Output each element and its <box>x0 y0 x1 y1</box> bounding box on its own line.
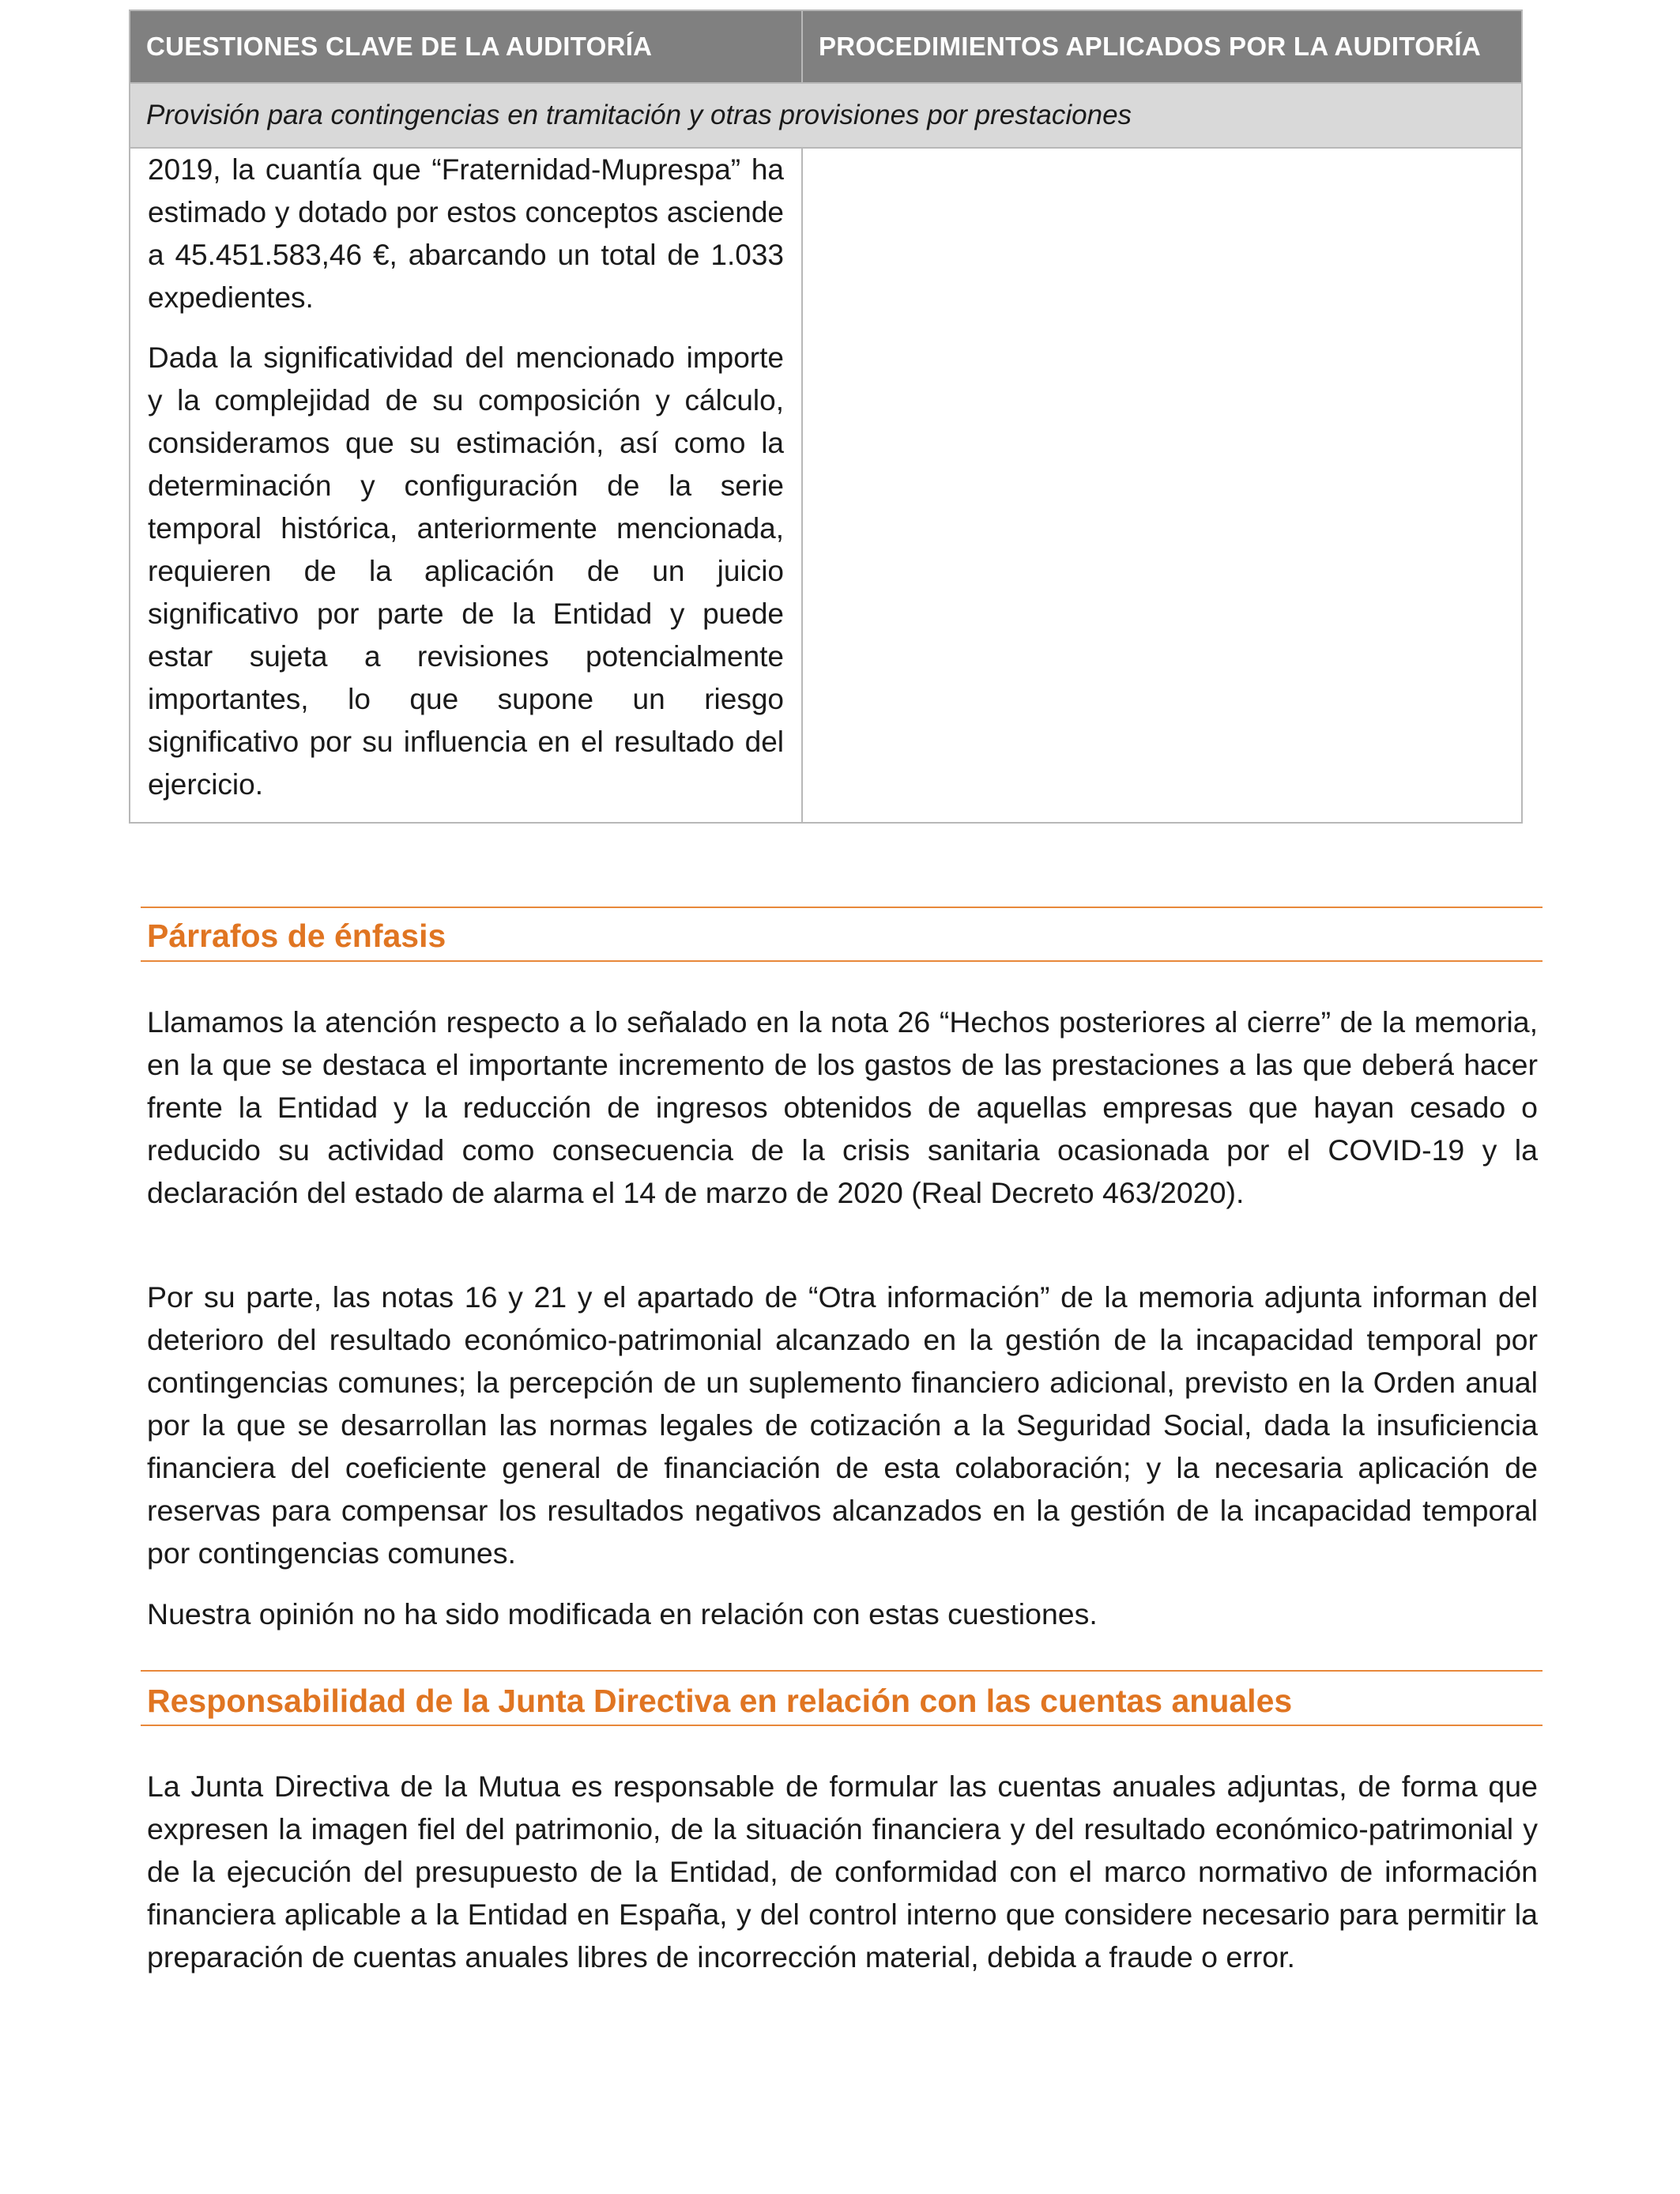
emphasis-rule-top <box>141 907 1543 908</box>
header-key-matters: CUESTIONES CLAVE DE LA AUDITORÍA <box>130 10 802 83</box>
responsibility-paragraph: La Junta Directiva de la Mutua es responsable de formular las cuentas anuales adjuntas, de forma que expresen la imagen fiel del patrimonio, de la situación financiera y del resultado económico-patrimonial y de la ejecución del presupuesto de la Entidad, de conformidad con el marco normativo de información financiera aplicable a la Entidad en España, y del control interno que considere necesario para permitir la preparación de cuentas anuales libres de incorrección material, debida a fraude o error. <box>147 1770 1538 1973</box>
responsibility-title: Responsabilidad de la Junta Directiva en relación con las cuentas anuales <box>147 1683 1293 1719</box>
header-procedures: PROCEDIMIENTOS APLICADOS POR LA AUDITORÍA <box>802 10 1522 83</box>
emphasis-paragraph: Llamamos la atención respecto a lo señalado en la nota 26 “Hechos posteriores al cierre” de la memoria, en la que se destaca el importante incremento de los gastos de las prestaciones a las que deberá hacer frente la Entidad y la reducción de ingresos obtenidos de aquellas empresas que hayan cesado o reducido su actividad como consecuencia de la crisis sanitaria ocasionada por el COVID-19 y la declaración del estado de alarma el 14 de marzo de 2020 (Real Decreto 463/2020). <box>147 1005 1538 1209</box>
responsibility-rule-bottom <box>141 1725 1543 1726</box>
table-subheader: Provisión para contingencias en tramitación y otras provisiones por prestaciones <box>130 83 1522 148</box>
table-subheader-row <box>130 83 1522 148</box>
emphasis-paragraph: Por su parte, las notas 16 y 21 y el apartado de “Otra información” de la memoria adjunta informan del deterioro del resultado económico-patrimonial alcanzado en la gestión de la incapacidad temporal por contingencias comunes; la percepción de un suplemento financiero adicional, previsto en la Orden anual por la que se desarrollan las normas legales de cotización a la Seguridad Social, dada la insuficiencia financiera del coeficiente general de financiación de esta colaboración; y la necesaria aplicación de reservas para compensar los resultados negativos alcanzados en la gestión de la incapacidad temporal por contingencias comunes. <box>147 1280 1538 1570</box>
key-matter-paragraph: Dada la significatividad del mencionado importe y la complejidad de su composición y cálculo, consideramos que su estimación, así como la determinación y configuración de la serie temporal histórica, anteriormente mencionada, requieren de la aplicación de un juicio significativo por parte de la Entidad y puede estar sujeta a revisiones potencialmente importantes, lo que supone un riesgo significativo por su influencia en el resultado del ejercicio. <box>148 341 784 801</box>
emphasis-paragraph: Nuestra opinión no ha sido modificada en relación con estas cuestiones. <box>147 1597 1098 1630</box>
table-body-row <box>130 148 1522 823</box>
key-matter-paragraph: 2019, la cuantía que “Fraternidad-Muprespa” ha estimado y dotado por estos conceptos asciende a 45.451.583,46 €, abarcando un total de 1.033 expedientes. <box>148 153 784 314</box>
audit-matters-table <box>129 9 1523 824</box>
emphasis-title: Párrafos de énfasis <box>147 918 446 954</box>
table-header-row <box>130 10 1522 83</box>
procedures-cell <box>802 148 1522 823</box>
responsibility-rule-top <box>141 1670 1543 1672</box>
key-matters-cell <box>130 148 802 823</box>
emphasis-rule-bottom <box>141 960 1543 962</box>
